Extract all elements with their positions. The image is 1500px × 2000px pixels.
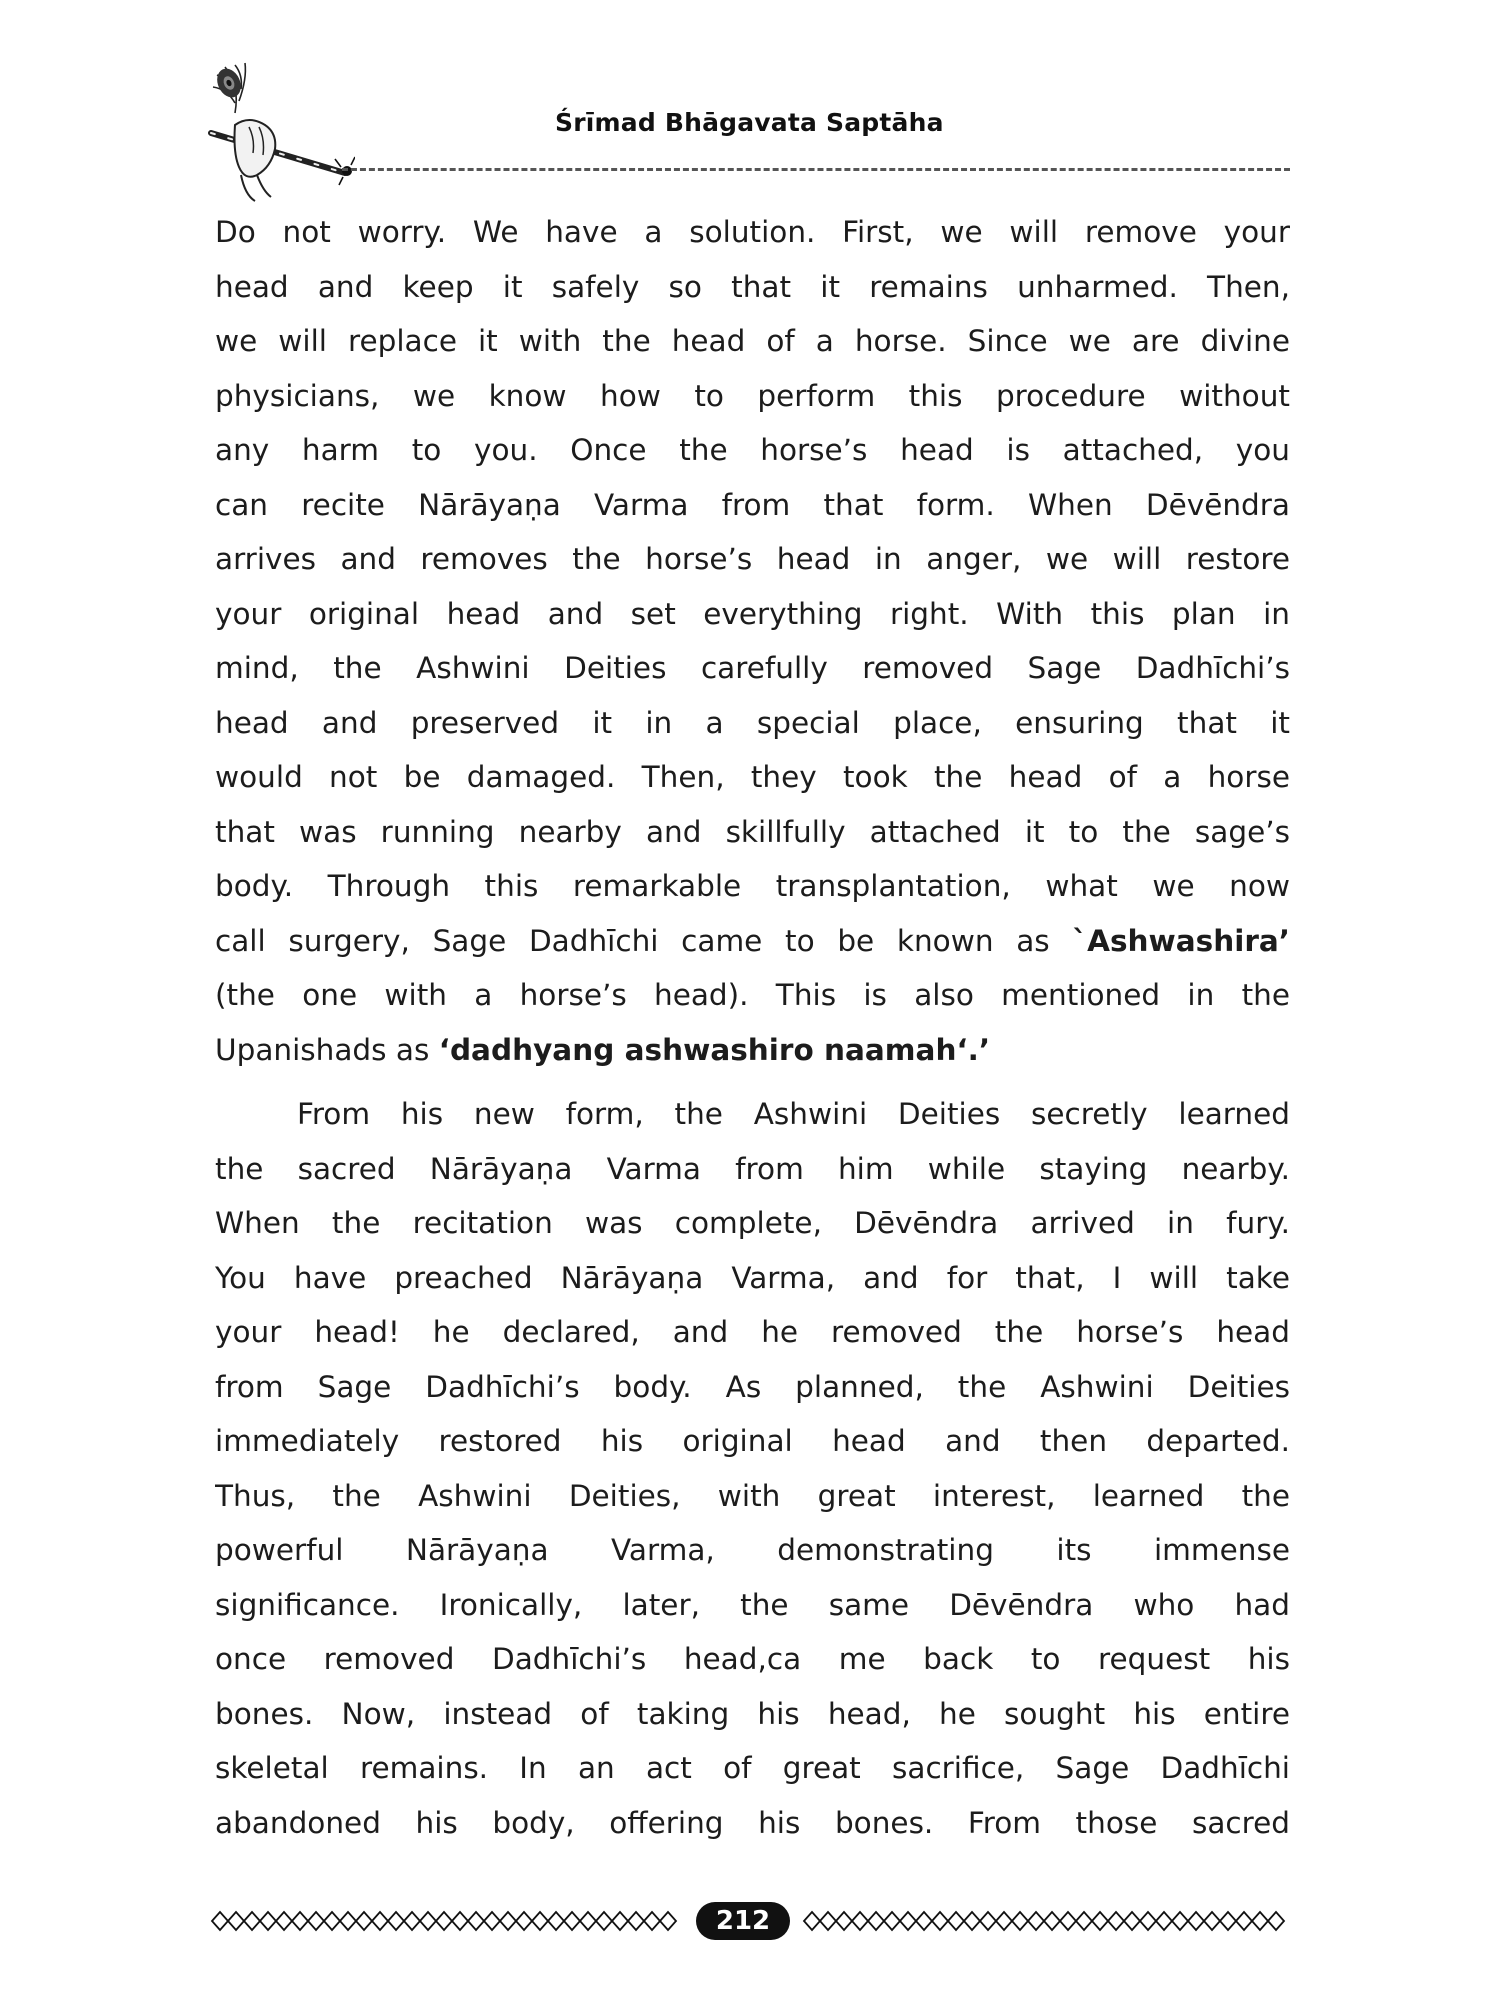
bold-quote-upanishad: ‘dadhyang ashwashiro naamah‘.’ [438,1032,991,1067]
text-line: When the recitation was complete, Dēvēndra arrived in fury. [215,1206,1290,1240]
border-diamond [996,1912,1012,1930]
border-diamond [820,1912,836,1930]
border-diamond [1108,1912,1124,1930]
text-line: can recite Nārāyaṇa Varma from that form. When Dēvēndra [215,487,1290,522]
border-diamond [580,1912,596,1930]
text-line: the sacred Nārāyaṇa Varma from him while staying nearby. [215,1151,1290,1186]
border-diamond [1204,1912,1220,1930]
border-diamond [516,1912,532,1930]
border-diamond [356,1912,372,1930]
text-line: once removed Dadhīchi’s head,ca me back to request his [215,1642,1290,1676]
border-diamond [1124,1912,1140,1930]
border-diamond [532,1912,548,1930]
border-diamond [500,1912,516,1930]
border-diamond [1156,1912,1172,1930]
text-line: head and keep it safely so that it remains unharmed. Then, [215,269,1290,304]
text-line: skeletal remains. In an act of great sacrifice, Sage Dadhīchi [215,1751,1290,1785]
border-diamond [868,1912,884,1930]
text-line-with-term [215,914,1290,969]
border-diamond [980,1912,996,1930]
border-diamond [324,1912,340,1930]
text-line: mind, the Ashwini Deities carefully removed Sage Dadhīchi’s [215,651,1290,685]
border-diamond [452,1912,468,1930]
border-diamond [1172,1912,1188,1930]
text-line: physicians, we know how to perform this procedure without [215,378,1290,413]
border-diamond [308,1912,324,1930]
paragraph-1 [215,205,1290,1077]
text-line: would not be damaged. Then, they took the head of a horse [215,760,1290,794]
running-header-title: Śrīmad Bhāgavata Saptāha [555,108,944,137]
text-line: body. Through this remarkable transplantation, what we now [215,869,1290,903]
border-diamond [1268,1912,1284,1930]
page-body [215,205,1290,1850]
text-fragment: call surgery, Sage Dadhīchi came to be known as [215,923,1073,958]
border-diamond [596,1912,612,1930]
header-dashed-rule [342,168,1290,171]
border-diamond [628,1912,644,1930]
border-diamond [1012,1912,1028,1930]
border-diamond [564,1912,580,1930]
border-diamond [340,1912,356,1930]
page-number: 212 [696,1902,790,1940]
border-diamond [932,1912,948,1930]
border-diamond [948,1912,964,1930]
text-line: Thus, the Ashwini Deities, with great interest, learned the [215,1478,1290,1513]
text-line: head and preserved it in a special place, ensuring that it [215,705,1290,740]
border-diamond [1076,1912,1092,1930]
border-diamond [1044,1912,1060,1930]
bold-term-ashwashira: `Ashwashira’ [1072,923,1290,958]
border-diamond [292,1912,308,1930]
text-line: From his new form, the Ashwini Deities secretly learned [297,1097,1290,1131]
border-diamond [660,1912,676,1930]
border-diamond [436,1912,452,1930]
text-line: we will replace it with the head of a horse. Since we are divine [215,324,1290,358]
text-line-with-quote [215,1023,1290,1078]
border-diamond [276,1912,292,1930]
text-line: bones. Now, instead of taking his head, he sought his entire [215,1696,1290,1731]
border-diamond [388,1912,404,1930]
border-diamond [1236,1912,1252,1930]
border-diamond [212,1912,228,1930]
border-diamond [1060,1912,1076,1930]
border-diamond [1188,1912,1204,1930]
border-diamond [612,1912,628,1930]
border-diamond [644,1912,660,1930]
border-diamond [1220,1912,1236,1930]
paragraph-2 [215,1087,1290,1850]
text-line: any harm to you. Once the horse’s head is attached, you [215,433,1290,467]
border-diamond [916,1912,932,1930]
text-line: immediately restored his original head and then departed. [215,1424,1290,1458]
text-line: abandoned his body, offering his bones. From those sacred [215,1805,1290,1840]
border-diamond [884,1912,900,1930]
text-line: significance. Ironically, later, the same Dēvēndra who had [215,1587,1290,1622]
border-diamond [244,1912,260,1930]
border-diamond [484,1912,500,1930]
text-line: your head! he declared, and he removed the horse’s head [215,1315,1290,1349]
border-diamond [372,1912,388,1930]
text-line: that was running nearby and skillfully attached it to the sage’s [215,814,1290,849]
paragraph-gap [215,1077,1290,1087]
border-diamond [548,1912,564,1930]
text-line: (the one with a horse’s head). This is also mentioned in the [215,978,1290,1012]
border-diamond [964,1912,980,1930]
text-line: your original head and set everything right. With this plan in [215,596,1290,631]
border-diamond [1252,1912,1268,1930]
border-diamond [1092,1912,1108,1930]
krishna-flute-emblem-icon [205,55,355,205]
border-diamond [260,1912,276,1930]
text-line: arrives and removes the horse’s head in anger, we will restore [215,542,1290,576]
border-diamond [836,1912,852,1930]
border-diamond [1028,1912,1044,1930]
border-diamond [1140,1912,1156,1930]
border-diamond [420,1912,436,1930]
text-line: Do not worry. We have a solution. First, we will remove your [215,215,1290,249]
text-line: powerful Nārāyaṇa Varma, demonstrating its immense [215,1533,1290,1567]
border-diamond [852,1912,868,1930]
border-diamond [228,1912,244,1930]
border-diamond [404,1912,420,1930]
border-diamond [900,1912,916,1930]
text-line: You have preached Nārāyaṇa Varma, and for that, I will take [215,1260,1290,1295]
border-diamond [804,1912,820,1930]
text-line: from Sage Dadhīchi’s body. As planned, the Ashwini Deities [215,1369,1290,1404]
border-diamond [468,1912,484,1930]
text-fragment: Upanishads as [215,1032,439,1067]
